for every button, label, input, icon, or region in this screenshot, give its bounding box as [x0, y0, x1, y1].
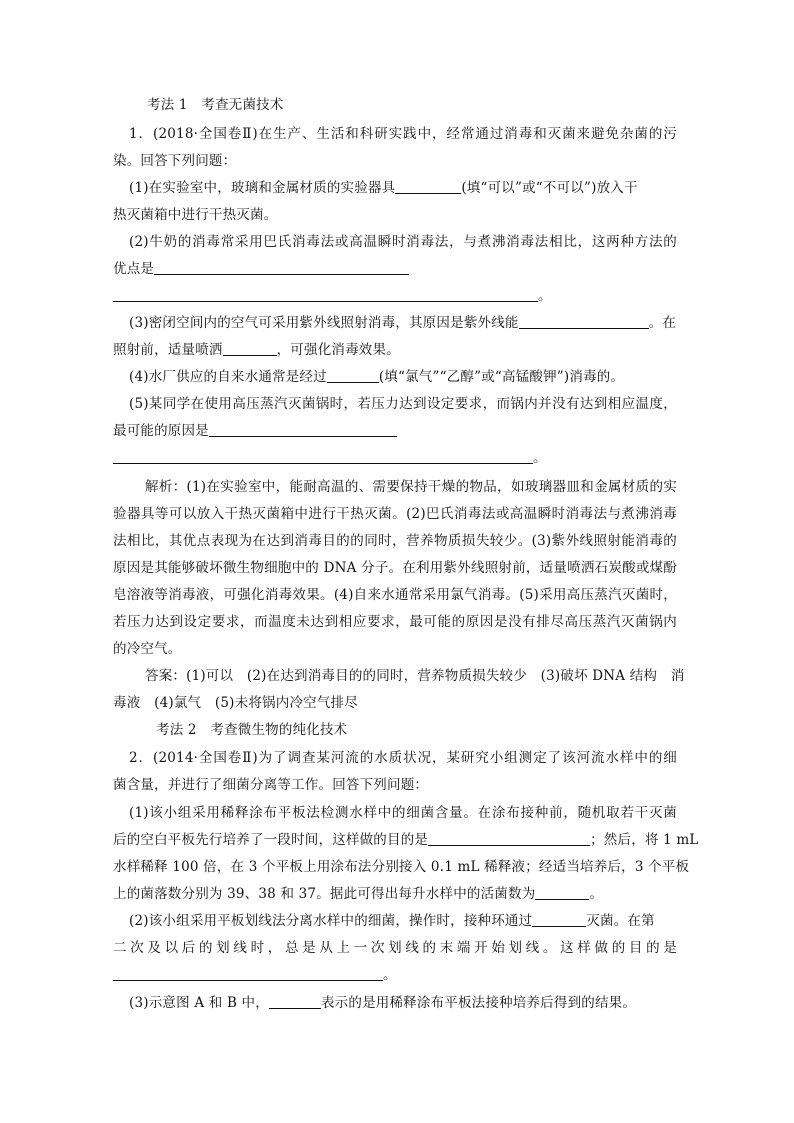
q2-part1-line2: 后的空白平板先行培养了一段时间，这样做的目的是 ；然后，将 1 mL [113, 832, 699, 848]
answer-blank-3[interactable] [519, 314, 649, 329]
q2-part1-line4: 上的菌落数分别为 39、38 和 37。据此可得出每升水样中的活菌数为 。 [113, 886, 604, 902]
answer-blank-9[interactable] [532, 912, 586, 927]
analysis1-line2: 验器具等可以放入干热灭菌箱中进行干热灭菌。(2)巴氏消毒法或高温瞬时消毒法与煮沸消毒 [113, 506, 677, 522]
answer-blank-11[interactable] [269, 994, 321, 1009]
q1-stem-line2: 染。回答下列问题： [113, 153, 237, 169]
answer1-line1: 答案：(1)可以 (2)在达到消毒目的的同时，营养物质损失较少 (3)破坏 DNA 结构 消 [145, 668, 685, 684]
q1-part5-line3: 。 [113, 448, 547, 468]
q2-part1-line3: 水样稀释 100 倍，在 3 个平板上用涂布法分别接入 0.1 mL 稀释液；经适当培养后，3 个平板 [113, 859, 690, 875]
q2-part2-line1: (2)该小组采用平板划线法分离水样中的细菌，操作时，接种环通过 灭菌。在第 [129, 913, 655, 929]
answer-blank-8[interactable] [535, 885, 589, 900]
answer-blank-1[interactable] [395, 179, 461, 194]
answer-blank-4[interactable] [223, 341, 277, 356]
q1-part5-line1: (5)某同学在使用高压蒸汽灭菌锅时，若压力达到设定要求，而锅内并没有达到相应温度， [129, 396, 677, 412]
q1-part2-line3: 。 [113, 286, 552, 306]
analysis1-line6: 若压力达到设定要求，而温度未达到相应要求，最可能的原因是没有排尽高压蒸汽灭菌锅内 [113, 614, 677, 630]
q2-part2-line2: 二次及以后的划线时，总是从上一次划线的末端开始划线。这样做的目的是 [113, 940, 677, 956]
q2-stem-line2: 菌含量，并进行了细菌分离等工作。回答下列问题： [113, 777, 429, 793]
answer-blank-10[interactable] [113, 966, 383, 981]
section2-title: 考法 2 考查微生物的纯化技术 [156, 722, 348, 738]
q2-stem-line1: 2．(2014·全国卷Ⅱ)为了调查某河流的水质状况，某研究小组测定了该河流水样中的细 [129, 750, 677, 766]
answer1-line2: 毒液 (4)氯气 (5)未将锅内冷空气排尽 [113, 695, 358, 711]
q1-part3-line2: 照射前，适量喷洒 ，可强化消毒效果。 [113, 342, 400, 358]
answer-blank-2a[interactable] [154, 260, 409, 275]
q2-part1-line1: (1)该小组采用稀释涂布平板法检测水样中的细菌含量。在涂布接种前，随机取若干灭菌 [129, 805, 677, 821]
answer-blank-5[interactable] [327, 368, 379, 383]
analysis1-line5: 皂溶液等消毒液，可强化消毒效果。(4)自来水通常采用氯气消毒。(5)采用高压蒸汽灭菌时， [113, 587, 677, 603]
answer-blank-2b[interactable] [113, 287, 538, 302]
q1-part4-line1: (4)水厂供应的自来水通常是经过 (填“氯气”“乙醇”或“高锰酸钾”)消毒的。 [129, 369, 625, 385]
answer-blank-7[interactable] [428, 831, 590, 846]
q2-part3-line1: (3)示意图 A 和 B 中， 表示的是用稀释涂布平板法接种培养后得到的结果。 [129, 995, 637, 1011]
analysis1-line1: 解析：(1)在实验室中，能耐高温的、需要保持干燥的物品，如玻璃器皿和金属材质的实 [145, 479, 677, 495]
answer-blank-6b[interactable] [113, 449, 533, 464]
q1-part1-line1: (1)在实验室中，玻璃和金属材质的实验器具 (填“可以”或“不可以”)放入干 [129, 180, 638, 196]
q1-part2-line1: (2)牛奶的消毒常采用巴氏消毒法或高温瞬时消毒法，与煮沸消毒法相比，这两种方法的 [129, 234, 677, 250]
section1-title: 考法 1 考查无菌技术 [147, 97, 284, 113]
analysis1-line3: 法相比，其优点表现为在达到消毒目的的同时，营养物质损失较少。(3)紫外线照射能消毒的 [113, 533, 677, 549]
q1-part2-line2: 优点是 [113, 259, 409, 279]
analysis1-line4: 原因是其能够破坏微生物细胞中的 DNA 分子。在利用紫外线照射前，适量喷洒石炭酸或煤酚 [113, 560, 677, 576]
q1-part5-line2: 最可能的原因是 [113, 421, 397, 441]
answer-blank-6a[interactable] [209, 422, 397, 437]
q2-part2-line3: 。 [113, 965, 397, 985]
analysis1-line7: 的冷空气。 [113, 641, 182, 657]
q1-stem-line1: 1．(2018·全国卷Ⅱ)在生产、生活和科研实践中，经常通过消毒和灭菌来避免杂菌的污 [129, 126, 677, 142]
q1-part1-line2: 热灭菌箱中进行干热灭菌。 [113, 207, 278, 223]
q1-part3-line1: (3)密闭空间内的空气可采用紫外线照射消毒，其原因是紫外线能 。在 [129, 315, 677, 331]
